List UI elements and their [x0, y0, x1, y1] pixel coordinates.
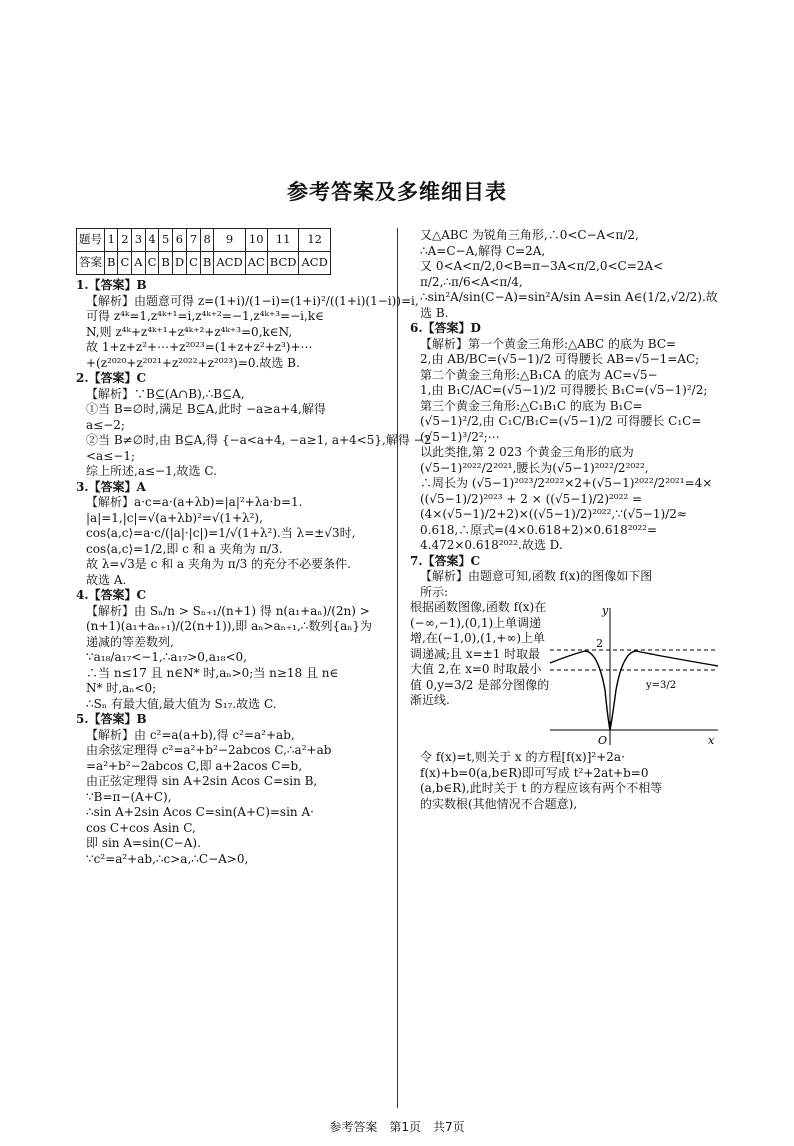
- left-column: [76, 228, 432, 867]
- page-footer: 参考答案 第1页 共7页: [329, 1120, 465, 1134]
- solution-line: ((√5−1)/2)²⁰²³ + 2 × ((√5−1)/2)²⁰²² =: [420, 491, 643, 506]
- solution-line: =a²+b²−2abcos C,即 a+2acos C=b,: [86, 758, 303, 773]
- solution-line: 4.472×0.618²⁰²².故选 D.: [420, 538, 563, 552]
- right-column: [410, 228, 720, 812]
- table-row-answers: [77, 252, 331, 275]
- column-divider: [397, 228, 398, 1108]
- answer-table: [76, 228, 331, 275]
- table-row-numbers: [77, 229, 331, 252]
- origin-label: O: [598, 734, 608, 747]
- table-cell: ACD: [299, 252, 330, 275]
- solution-line: 【解析】由题意可知,函数 f(x)的图像如下图: [420, 569, 653, 583]
- answer-heading: 7.【答案】C: [410, 553, 481, 568]
- table-cell: 5: [159, 229, 172, 252]
- table-cell: 1: [105, 229, 118, 252]
- solution-line: ∵B=π−(A+C),: [86, 789, 172, 804]
- function-graph: [550, 600, 720, 750]
- solution-line: (n+1)(a₁+aₙ₊₁)/(2(n+1)),即 aₙ>aₙ₊₁,∴数列{aₙ}为: [86, 619, 373, 633]
- solution-line: ∴sin A+2sin Acos C=sin(A+C)=sin A·: [86, 805, 314, 819]
- solution-line: ∴周长为 (√5−1)²⁰²³/2²⁰²²×2+(√5−1)²⁰²²/2²⁰²¹=4×: [420, 476, 713, 490]
- solution-line: |a|=1,|c|=√(a+λb)²=√(1+λ²),: [86, 510, 263, 525]
- solution-line: a≤−2;: [86, 417, 125, 432]
- table-cell: 题号: [77, 229, 105, 252]
- answer-heading: 2.【答案】C: [76, 371, 147, 385]
- solution-line: 1,由 B₁C/AC=(√5−1)/2 可得腰长 B₁C=(√5−1)²/2;: [420, 383, 708, 397]
- solution-line: 又 0<A<π/2,0<B=π−3A<π/2,0<C=2A<: [420, 259, 664, 273]
- answer-heading: 3.【答案】A: [76, 479, 146, 494]
- solution-line: ∴A=C−A,解得 C=2A,: [420, 243, 546, 258]
- table-cell: C: [187, 252, 201, 275]
- solution-line: 由余弦定理得 c²=a²+b²−2abcos C,∴a²+ab: [86, 743, 332, 757]
- solution-line: 故选 A.: [86, 572, 127, 587]
- solution-line: +(z²⁰²⁰+z²⁰²¹+z²⁰²²+z²⁰²³)=0.故选 B.: [86, 355, 300, 370]
- table-cell: AC: [245, 252, 267, 275]
- table-cell: 11: [267, 229, 299, 252]
- table-cell: C: [118, 252, 132, 275]
- solution-line: 故 λ=√3是 c 和 a 夹角为 π/3 的充分不必要条件.: [86, 557, 351, 571]
- solution-line: 由正弦定理得 sin A+2sin Acos C=sin B,: [86, 774, 318, 788]
- answer-heading: 6.【答案】D: [410, 321, 481, 335]
- solution-line: 【解析】a·c=a·(a+λb)=|a|²+λa·b=1.: [86, 495, 303, 509]
- table-cell: B: [159, 252, 172, 275]
- table-cell: BCD: [267, 252, 299, 275]
- solution-line: (4×(√5−1)/2+2)×((√5−1)/2)²⁰²²,∵(√5−1)/2≈: [420, 507, 687, 521]
- solution-line: 2,由 AB/BC=(√5−1)/2 可得腰长 AB=√5−1=AC;: [420, 352, 700, 366]
- function-curve: [550, 651, 718, 730]
- solution-line: 令 f(x)=t,则关于 x 的方程[f(x)]²+2a·: [420, 750, 625, 764]
- table-cell: B: [105, 252, 118, 275]
- solution-line: 【解析】由题意可得 z=(1+i)/(1−i)=(1+i)²/((1+i)(1−i))=i,: [86, 293, 419, 308]
- solution-line: N* 时,aₙ<0;: [86, 681, 157, 695]
- y-axis-label: y: [602, 604, 609, 617]
- solution-line: 以此类推,第 2 023 个黄金三角形的底为: [420, 445, 634, 459]
- solution-line: cos⟨a,c⟩=a·c/(|a|·|c|)=1/√(1+λ²).当 λ=±√3时,: [86, 526, 356, 540]
- table-cell: 6: [172, 229, 186, 252]
- solution-line: 即 sin A=sin(C−A).: [86, 836, 201, 850]
- x-axis-label: x: [708, 734, 715, 747]
- solution-line: 选 B.: [420, 305, 449, 320]
- solution-line: 递减的等差数列,: [86, 634, 174, 649]
- solution-line: 综上所述,a≤−1,故选 C.: [86, 464, 217, 478]
- solution-line: 【解析】由 Sₙ/n > Sₙ₊₁/(n+1) 得 n(a₁+aₙ)/(2n) >: [86, 603, 370, 618]
- answer-heading: 4.【答案】C: [76, 588, 147, 602]
- solution-line: 【解析】∵B⊆(A∩B),∴B⊆A,: [86, 386, 245, 401]
- answer-heading: 5.【答案】B: [76, 712, 147, 726]
- table-cell: 9: [214, 229, 245, 252]
- table-cell: C: [145, 252, 159, 275]
- solution-line: ∴Sₙ 有最大值,最大值为 S₁₇.故选 C.: [86, 696, 277, 711]
- solution-line: (√5−1)³/2²;⋯: [420, 429, 500, 444]
- asymptote-label: y=3/2: [646, 680, 677, 691]
- solution-line: (a,b∈R),此时关于 t 的方程应该有两个不相等: [420, 781, 663, 795]
- page-title: 参考答案及多维细目表: [287, 180, 507, 204]
- solution-line: 故 1+z+z²+⋯+z²⁰²³=(1+z+z²+z³)+⋯: [86, 340, 313, 354]
- answer-heading: 1.【答案】B: [76, 278, 147, 292]
- solution-line: 0.618,∴原式=(4×0.618+2)×0.618²⁰²²=: [420, 522, 658, 537]
- table-cell: 答案: [77, 252, 105, 275]
- solution-line: (√5−1)²⁰²²/2²⁰²¹,腰长为(√5−1)²⁰²²/2²⁰²²,: [420, 460, 649, 475]
- solution-line: 第三个黄金三角形:△C₁B₁C 的底为 B₁C=: [420, 398, 643, 413]
- solution-line: ①当 B=∅时,满足 B⊆A,此时 −a≥a+4,解得: [86, 402, 326, 416]
- table-cell: D: [172, 252, 186, 275]
- solution-line: N,则 z⁴ᵏ+z⁴ᵏ⁺¹+z⁴ᵏ⁺²+z⁴ᵏ⁺³=0,k∈N,: [86, 324, 293, 339]
- solution-line: π/2,∴π/6<A<π/4,: [420, 274, 523, 289]
- table-cell: 3: [132, 229, 145, 252]
- solution-line: ∴当 n≤17 且 n∈N* 时,aₙ>0;当 n≥18 且 n∈: [86, 665, 339, 680]
- solution-line: 【解析】由 c²=a(a+b),得 c²=a²+ab,: [86, 727, 295, 742]
- solution-line: (√5−1)²/2,由 C₁C/B₁C=(√5−1)/2 可得腰长 C₁C=: [420, 414, 702, 428]
- solution-line: 所示:: [420, 584, 449, 599]
- solution-line: ∵a₁₈/a₁₇<−1,∴a₁₇>0,a₁₈<0,: [86, 650, 247, 664]
- solution-line: 的实数根(其他情况不合题意),: [420, 796, 578, 811]
- left-solutions: [76, 278, 432, 867]
- max-value-label: 2: [596, 637, 603, 650]
- right-solutions: [410, 228, 720, 600]
- solution-line: f(x)+b=0(a,b∈R)即可写成 t²+2at+b=0: [420, 765, 649, 780]
- graph-description: 根据函数图像,函数 f(x)在(−∞,−1),(0,1)上单调递增,在(−1,0),(1,+∞)上单调递减;且 x=±1 时取最大值 2,在 x=0 时取最小值 0,y=3/2 是部分图像的渐近线.: [410, 600, 550, 707]
- solution-line: ∵c²=a²+ab,∴c>a,∴C−A>0,: [86, 851, 249, 866]
- graph-section: [410, 600, 720, 750]
- table-cell: A: [132, 252, 145, 275]
- solution-line: 【解析】第一个黄金三角形:△ABC 的底为 BC=: [420, 336, 677, 351]
- solution-line: cos⟨a,c⟩=1/2,即 c 和 a 夹角为 π/3.: [86, 541, 283, 556]
- table-cell: 4: [145, 229, 159, 252]
- solution-line: ∴sin²A/sin(C−A)=sin²A/sin A=sin A∈(1/2,√2/2).故: [420, 290, 718, 304]
- table-cell: 12: [299, 229, 330, 252]
- solution-line: ②当 B≠∅时,由 B⊆A,得 {−a<a+4, −a≥1, a+4<5},解得 −2: [86, 433, 432, 447]
- table-cell: 10: [245, 229, 267, 252]
- right-solutions-tail: [410, 750, 720, 812]
- table-cell: ACD: [214, 252, 245, 275]
- table-cell: B: [200, 252, 213, 275]
- table-cell: 7: [187, 229, 201, 252]
- solution-line: 又△ABC 为锐角三角形,∴0<C−A<π/2,: [420, 228, 639, 242]
- table-cell: 2: [118, 229, 132, 252]
- table-cell: 8: [200, 229, 213, 252]
- solution-line: 第二个黄金三角形:△B₁CA 的底为 AC=√5−: [420, 367, 658, 382]
- solution-line: <a≤−1;: [86, 448, 135, 463]
- solution-line: 可得 z⁴ᵏ=1,z⁴ᵏ⁺¹=i,z⁴ᵏ⁺²=−1,z⁴ᵏ⁺³=−i,k∈: [86, 309, 324, 323]
- solution-line: cos C+cos Asin C,: [86, 820, 196, 835]
